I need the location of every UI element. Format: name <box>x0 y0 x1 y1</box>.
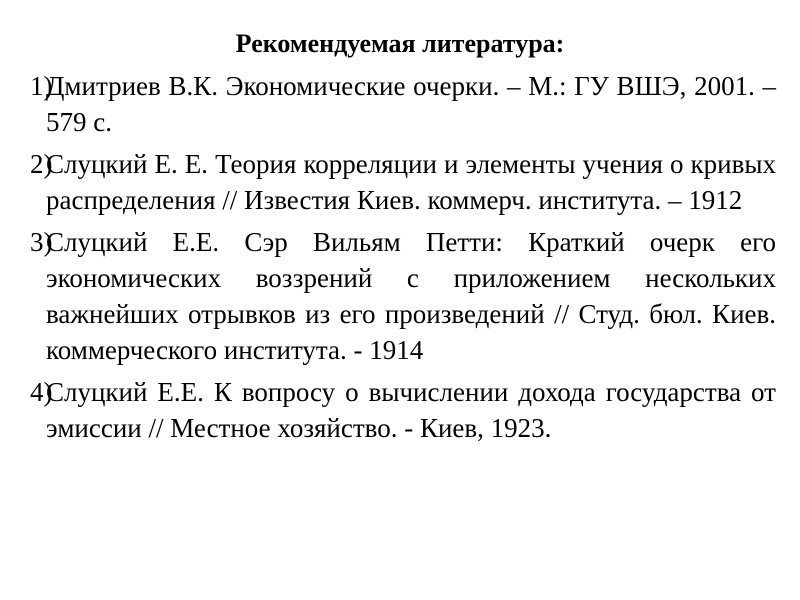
reference-item <box>30 374 776 446</box>
reference-list <box>30 68 776 452</box>
reference-text: Дмитриев В.К. Экономические очерки. – М.: ГУ ВШЭ, 2001. – 579 с. <box>46 71 776 137</box>
reference-number: 4) <box>30 377 53 407</box>
slide-title: Рекомендуемая литература: <box>235 29 565 58</box>
reference-text: Слуцкий Е. Е. Теория корреляции и элементы учения о кривых распределения // Известия Киев. коммерч. института. – 1912 <box>46 149 776 215</box>
reference-number: 3) <box>30 227 53 257</box>
reference-text: Слуцкий Е.Е. К вопросу о вычислении дохода государства от эмиссии // Местное хозяйство. - Киев, 1923. <box>46 377 776 443</box>
reference-number: 1) <box>30 71 53 101</box>
reference-item <box>30 146 776 218</box>
reference-item <box>30 68 776 140</box>
reference-text: Слуцкий Е.Е. Сэр Вильям Петти: Краткий очерк его экономических воззрений с приложением нескольких важнейших отрывков из его произведений // Студ. бюл. Киев. коммерческого института. - 1914 <box>46 227 776 365</box>
reference-number: 2) <box>30 149 53 179</box>
reference-item <box>30 224 776 368</box>
